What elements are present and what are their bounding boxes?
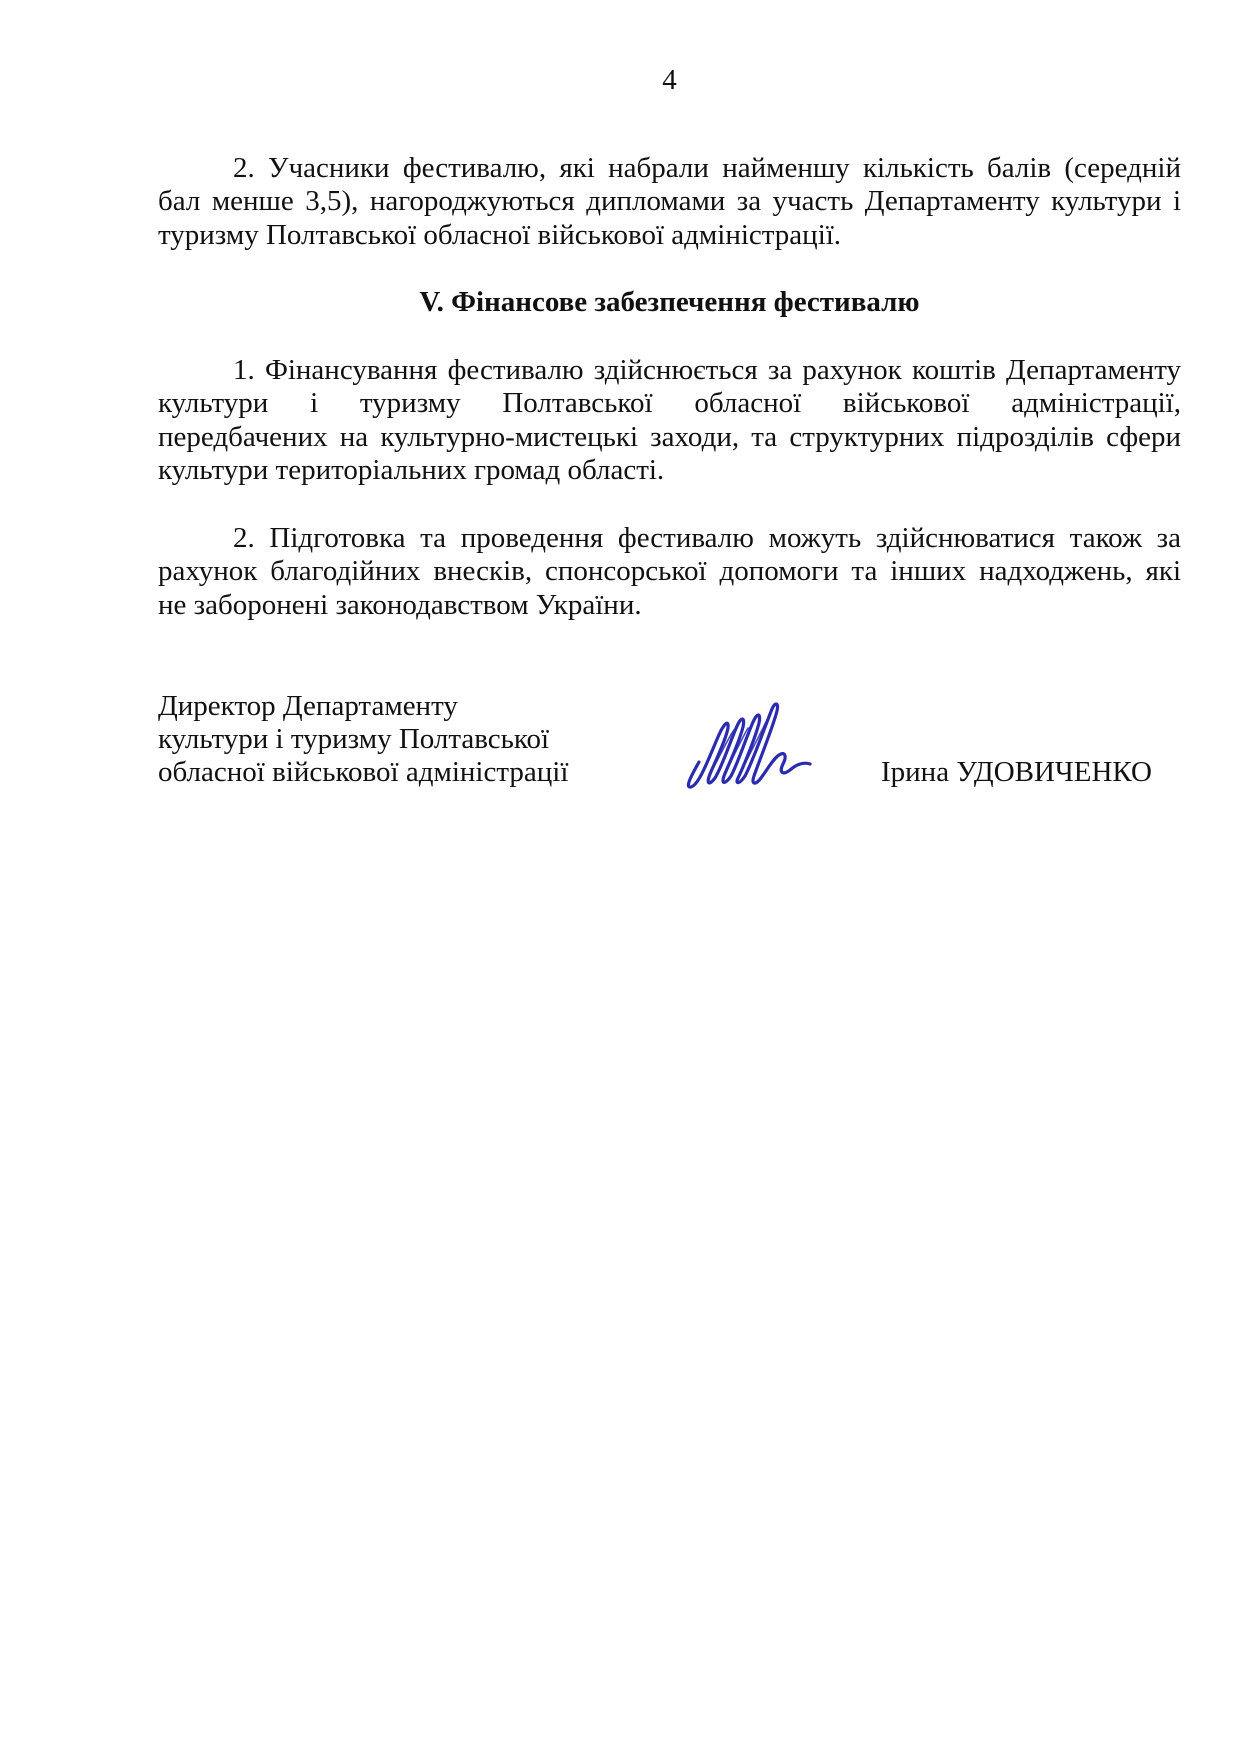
paragraph-line: не заборонені законодавством України. <box>158 588 642 621</box>
paragraph-line: 2. Учасники фестивалю, які набрали найменшу кількість балів (середній <box>233 151 1181 184</box>
page-number: 4 <box>662 64 677 96</box>
signature-stroke <box>688 704 810 787</box>
signature-block <box>158 690 1181 830</box>
signatory-title-line: Директор Департаменту <box>158 690 458 722</box>
paragraph-charitable-contributions <box>158 522 1181 623</box>
signatory-title-line: культури і туризму Полтавської <box>158 723 550 755</box>
section-heading-financial-support: V. Фінансове забезпечення фестивалю <box>419 286 920 318</box>
paragraph-line: 2. Підготовка та проведення фестивалю можуть здійснюватися також за <box>233 521 1181 554</box>
signature-ink-icon <box>684 698 814 792</box>
paragraph-line: культури і туризму Полтавської обласної військової адміністрації, <box>158 387 1181 419</box>
paragraph-financing-sources <box>158 354 1181 488</box>
signatory-name: Ірина УДОВИЧЕНКО <box>881 756 1152 788</box>
signatory-title-line: обласної військової адміністрації <box>158 756 569 788</box>
paragraph-line: бал менше 3,5), нагороджуються дипломами за участь Департаменту культури і <box>158 185 1181 217</box>
paragraph-line: туризму Полтавської обласної військової адміністрації. <box>158 218 842 251</box>
paragraph-line: культури територіальних громад області. <box>158 454 665 486</box>
paragraph-line: передбачених на культурно-мистецькі заходи, та структурних підрозділів сфери <box>158 420 1181 453</box>
handwritten-signature <box>684 698 814 800</box>
paragraph-participants-diplomas <box>158 152 1181 253</box>
paragraph-line: рахунок благодійних внесків, спонсорської допомоги та інших надходжень, які <box>158 555 1181 587</box>
paragraph-line: 1. Фінансування фестивалю здійснюється за рахунок коштів Департаменту <box>233 353 1181 386</box>
